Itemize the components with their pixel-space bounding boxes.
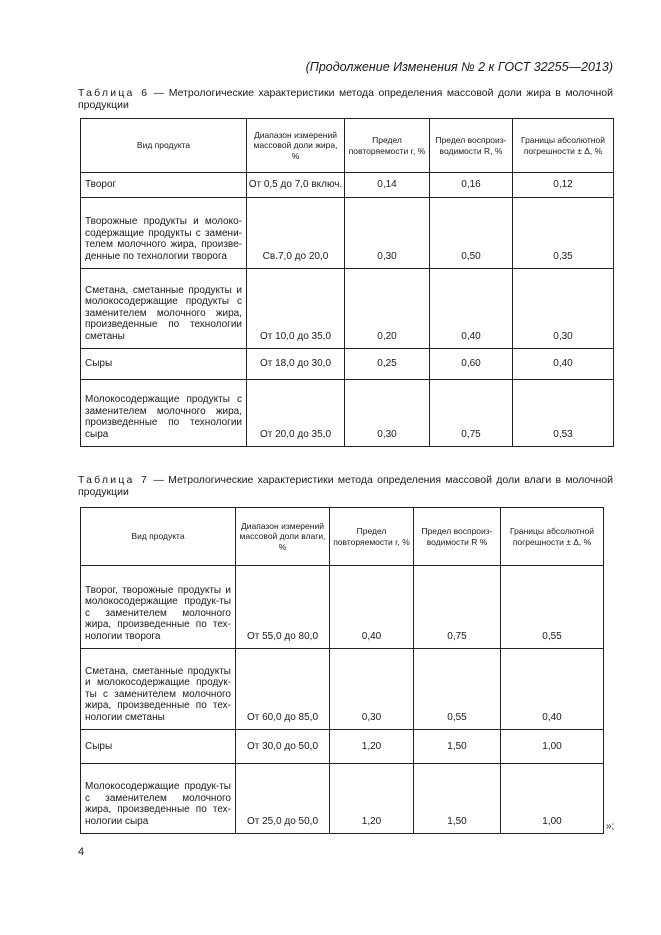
error-cell: 0,55 [501, 566, 604, 649]
error-cell: 0,30 [513, 269, 614, 349]
page-number: 4 [78, 846, 85, 858]
table7-header-row [81, 508, 604, 566]
table7-label: Таблица 7 [78, 474, 150, 486]
table7-header-error: Границы абсолютной погрешности ± Δ, % [501, 508, 604, 566]
reproducibility-cell: 0,40 [430, 269, 513, 349]
repeatability-cell: 0,20 [345, 269, 430, 349]
table6-header-row [81, 119, 614, 173]
error-cell: 0,53 [513, 380, 614, 447]
repeatability-cell: 0,30 [345, 380, 430, 447]
repeatability-cell: 1,20 [330, 764, 414, 834]
table6-label: Таблица 6 [78, 87, 150, 99]
product-cell: Творог [81, 173, 247, 198]
table6-header-error: Границы абсолютной погрешности ± Δ, % [513, 119, 614, 173]
table-row [81, 198, 614, 269]
error-cell: 1,00 [501, 730, 604, 764]
repeatability-cell: 0,14 [345, 173, 430, 198]
table7-caption-text: — Метрологические характеристики метода определения массовой доли влаги в молочной продукции [78, 474, 613, 498]
table7 [80, 507, 604, 834]
closing-quote-mark: »; [606, 821, 615, 832]
table-row [81, 173, 614, 198]
continuation-header: (Продолжение Изменения № 2 к ГОСТ 32255—2013) [305, 60, 613, 74]
table6-header-reproducibility: Предел воспроиз-водимости R, % [430, 119, 513, 173]
reproducibility-cell: 0,75 [430, 380, 513, 447]
error-cell: 0,12 [513, 173, 614, 198]
product-cell: Сметана, сметанные продукты и молокосодержащие продук-ты с заменителем молочного жира, произведенные по тех-нологии сметаны [81, 649, 236, 730]
table6-header-range: Диапазон измерений массовой доли жира, % [247, 119, 345, 173]
range-cell: От 55,0 до 80,0 [236, 566, 330, 649]
table6-caption-text: — Метрологические характеристики метода определения массовой доли жира в молочной продукции [78, 87, 613, 111]
range-cell: От 18,0 до 30,0 [247, 349, 345, 380]
reproducibility-cell: 0,75 [414, 566, 501, 649]
table-row [81, 730, 604, 764]
range-cell: От 0,5 до 7,0 включ. [247, 173, 345, 198]
product-cell: Сыры [81, 730, 236, 764]
table-row [81, 764, 604, 834]
range-cell: От 20,0 до 35,0 [247, 380, 345, 447]
product-cell: Творожные продукты и молоко-содержащие продукты с замени-телем молочного жира, произве-денные по технологии творога [81, 198, 247, 269]
repeatability-cell: 0,30 [345, 198, 430, 269]
table7-header-range: Диапазон измерений массовой доли влаги, % [236, 508, 330, 566]
product-cell: Творог, творожные продукты и молокосодержащие продук-ты с заменителем молочного жира, произведенные по тех-нологии творога [81, 566, 236, 649]
error-cell: 0,40 [501, 649, 604, 730]
repeatability-cell: 0,30 [330, 649, 414, 730]
range-cell: От 60,0 до 85,0 [236, 649, 330, 730]
product-cell: Сметана, сметанные продукты и молокосодержащие продукты с заменителем молочного жира, произведенные по технологии сметаны [81, 269, 247, 349]
product-cell: Сыры [81, 349, 247, 380]
error-cell: 0,40 [513, 349, 614, 380]
table6-header-repeatability: Предел повторяемости r, % [345, 119, 430, 173]
reproducibility-cell: 0,16 [430, 173, 513, 198]
repeatability-cell: 1,20 [330, 730, 414, 764]
range-cell: От 30,0 до 50,0 [236, 730, 330, 764]
range-cell: От 10,0 до 35,0 [247, 269, 345, 349]
table-row [81, 349, 614, 380]
table7-header-reproducibility: Предел воспроиз-водимости R % [414, 508, 501, 566]
reproducibility-cell: 1,50 [414, 730, 501, 764]
product-cell: Молокосодержащие продук-ты с заменителем молочного жира, произведенные по тех-нологии сыра [81, 764, 236, 834]
table6 [80, 118, 614, 447]
reproducibility-cell: 0,55 [414, 649, 501, 730]
repeatability-cell: 0,25 [345, 349, 430, 380]
table6-header-product: Вид продукта [81, 119, 247, 173]
reproducibility-cell: 0,60 [430, 349, 513, 380]
range-cell: Св.7,0 до 20,0 [247, 198, 345, 269]
table7-caption [78, 474, 613, 498]
table-row [81, 269, 614, 349]
reproducibility-cell: 0,50 [430, 198, 513, 269]
table-row [81, 649, 604, 730]
error-cell: 1,00 [501, 764, 604, 834]
reproducibility-cell: 1,50 [414, 764, 501, 834]
table7-header-repeatability: Предел повторяемости r, % [330, 508, 414, 566]
table-row [81, 380, 614, 447]
table6-caption [78, 87, 613, 111]
product-cell: Молокосодержащие продукты с заменителем молочного жира, произведенные по технологии сыра [81, 380, 247, 447]
error-cell: 0,35 [513, 198, 614, 269]
table7-header-product: Вид продукта [81, 508, 236, 566]
range-cell: От 25,0 до 50,0 [236, 764, 330, 834]
repeatability-cell: 0,40 [330, 566, 414, 649]
table-row [81, 566, 604, 649]
